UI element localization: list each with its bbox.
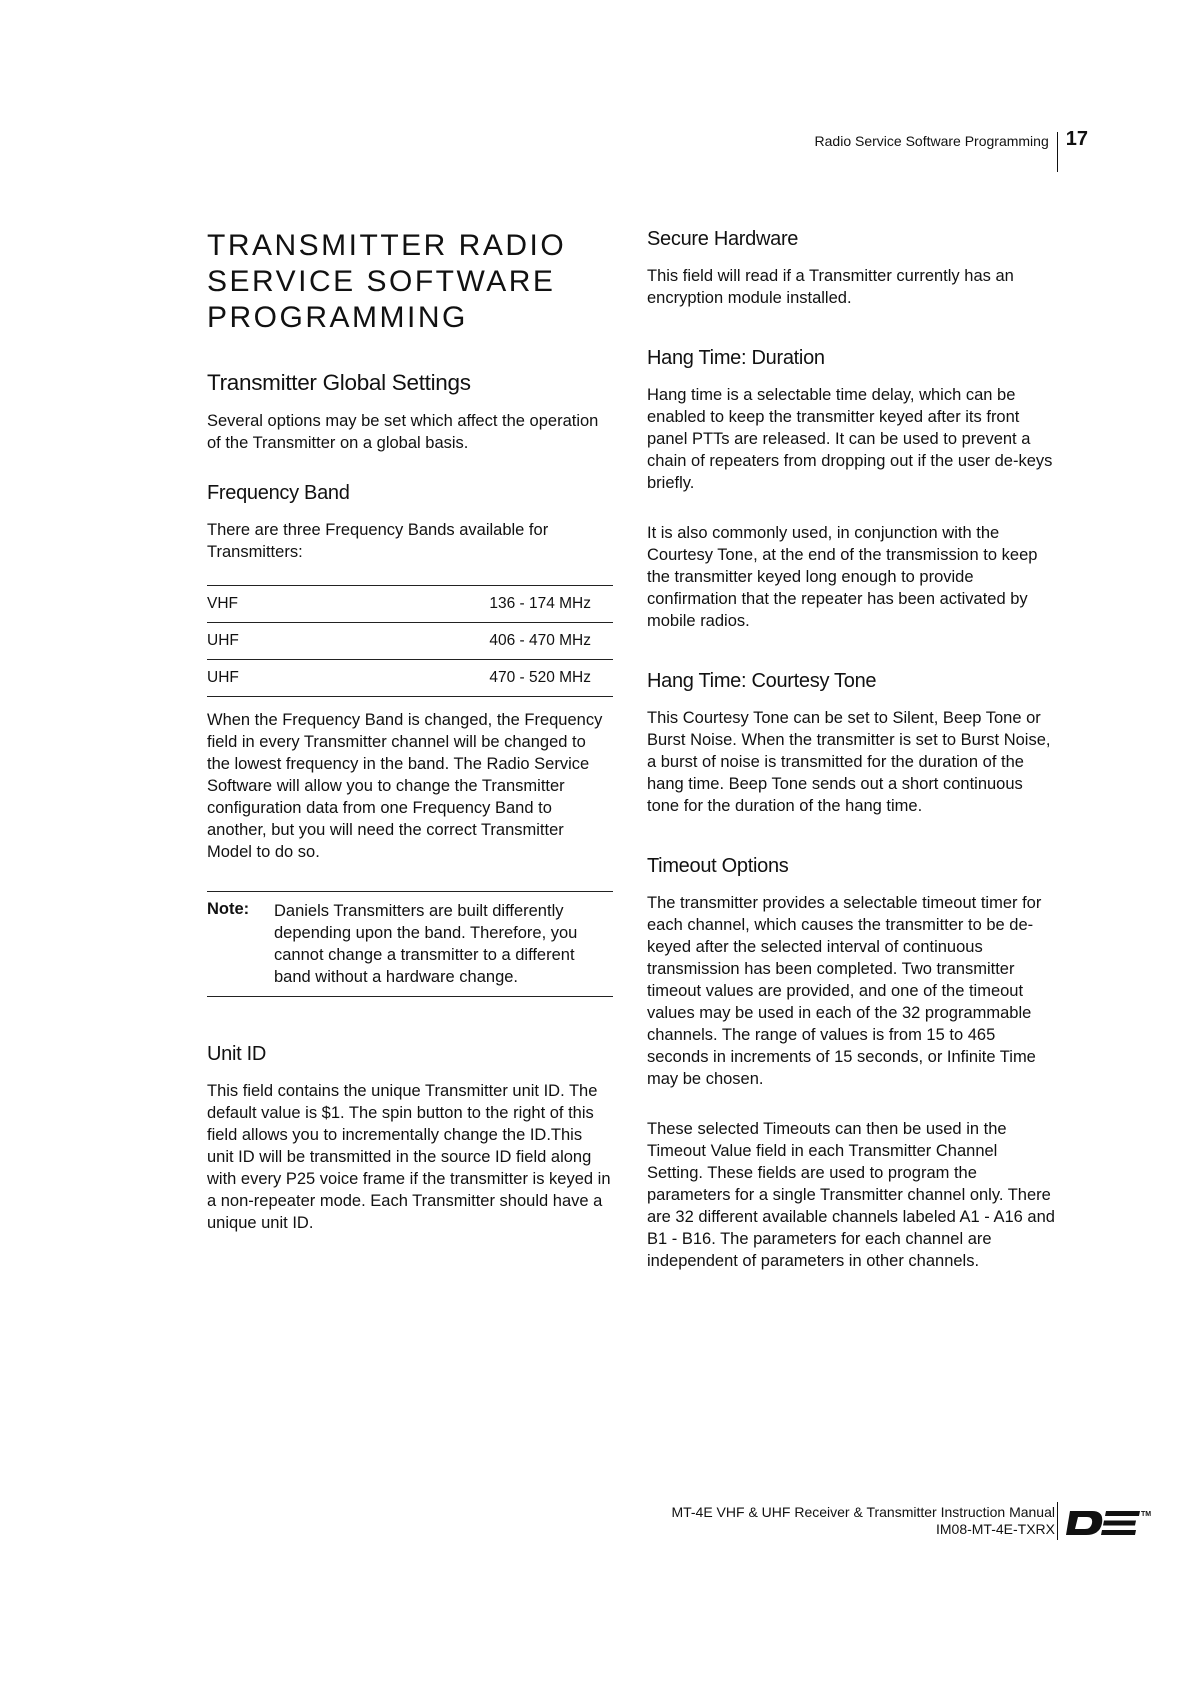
- right-column: [647, 228, 1057, 1300]
- page-footer: [671, 1504, 1055, 1538]
- note-label: Note:: [207, 900, 250, 918]
- svg-text:TM: TM: [1141, 1511, 1152, 1518]
- note-box: [207, 891, 613, 997]
- paragraph-unit-id: This field contains the unique Transmitter unit ID. The default value is $1. The spin button to the right of this field allows you to incrementally change the ID.This unit ID will be transmitted in the source ID field along with every P25 voice frame if the transmitter is keyed in a non-repeater mode. Each Transmitter should have a unique unit ID.: [207, 1082, 611, 1232]
- title-line-2: SERVICE SOFTWARE: [207, 265, 556, 298]
- page-number: 17: [1065, 128, 1088, 150]
- paragraph-courtesy-tone: This Courtesy Tone can be set to Silent, Beep Tone or Burst Noise. When the transmitter is set to Burst Noise, a burst of noise is transmitted for the duration of the hang time. Beep Tone sends out a short continuous tone for the duration of the hang time.: [647, 709, 1051, 815]
- band-name: UHF: [207, 623, 290, 660]
- note-text: Daniels Transmitters are built differently depending upon the band. Therefore, you cannot change a transmitter to a different band without a hardware change.: [274, 902, 578, 986]
- page-title: [207, 228, 613, 336]
- band-name: UHF: [207, 660, 290, 697]
- band-range: 136 - 174 MHz: [290, 586, 613, 623]
- paragraph-timeout-1: The transmitter provides a selectable timeout timer for each channel, which causes the transmitter to be de-keyed after the selected interval of continuous transmission has been completed. Two transmitter timeout values are provided, and one of the timeout values may be used in each of the 32 programmable channels. The range of values is from 15 to 465 seconds in increments of 15 seconds, or Infinite Time may be chosen.: [647, 894, 1042, 1088]
- paragraph-frequency-intro: There are three Frequency Bands available for Transmitters:: [207, 521, 549, 561]
- table-row: [207, 586, 613, 623]
- frequency-band-table: [207, 585, 613, 697]
- title-line-1: TRANSMITTER RADIO: [207, 229, 567, 262]
- paragraph-hang-time-1: Hang time is a selectable time delay, which can be enabled to keep the transmitter keyed after its front panel PTTs are released. It can be used to prevent a chain of repeaters from dropping out if the user de-keys briefly.: [647, 386, 1053, 492]
- paragraph-global-settings: Several options may be set which affect the operation of the Transmitter on a global basis.: [207, 412, 599, 452]
- paragraph-frequency-change: When the Frequency Band is changed, the Frequency field in every Transmitter channel will be changed to the lowest frequency in the band. The Radio Service Software will allow you to change the Transmitter configuration data from one Frequency Band to another, but you will need the correct Transmitter Model to do so.: [207, 711, 603, 861]
- header-divider: [1057, 132, 1058, 172]
- de-logo-icon: [1064, 1505, 1154, 1539]
- footer-doc-id: IM08-MT-4E-TXRX: [935, 1521, 1055, 1537]
- paragraph-timeout-2: These selected Timeouts can then be used in the Timeout Value field in each Transmitter Channel Setting. These fields are used to program the parameters for a single Transmitter channel only. There are 32 different available channels labeled A1 - A16 and B1 - B16. The parameters for each channel are independent of parameters in other channels.: [647, 1120, 1055, 1270]
- heading-secure-hardware: Secure Hardware: [647, 228, 799, 250]
- footer-manual-title: MT-4E VHF & UHF Receiver & Transmitter Instruction Manual: [671, 1504, 1055, 1520]
- header-section-name: Radio Service Software Programming: [814, 133, 1049, 149]
- running-header: [815, 128, 1088, 172]
- table-row: [207, 660, 613, 697]
- band-range: 406 - 470 MHz: [290, 623, 613, 660]
- footer-divider: [1057, 1502, 1058, 1540]
- heading-unit-id: Unit ID: [207, 1043, 267, 1065]
- paragraph-secure-hardware: This field will read if a Transmitter currently has an encryption module installed.: [647, 267, 1014, 307]
- band-range: 470 - 520 MHz: [290, 660, 613, 697]
- title-line-3: PROGRAMMING: [207, 301, 468, 334]
- heading-courtesy-tone: Hang Time: Courtesy Tone: [647, 670, 877, 692]
- paragraph-hang-time-2: It is also commonly used, in conjunction with the Courtesy Tone, at the end of the transmission to keep the transmitter keyed long enough to provide confirmation that the repeater has been activated by mobile radios.: [647, 524, 1038, 630]
- heading-timeout-options: Timeout Options: [647, 855, 789, 877]
- heading-hang-time-duration: Hang Time: Duration: [647, 347, 825, 369]
- table-row: [207, 623, 613, 660]
- heading-global-settings: Transmitter Global Settings: [207, 370, 471, 395]
- band-name: VHF: [207, 586, 290, 623]
- heading-frequency-band: Frequency Band: [207, 482, 350, 504]
- left-column: [207, 228, 613, 1262]
